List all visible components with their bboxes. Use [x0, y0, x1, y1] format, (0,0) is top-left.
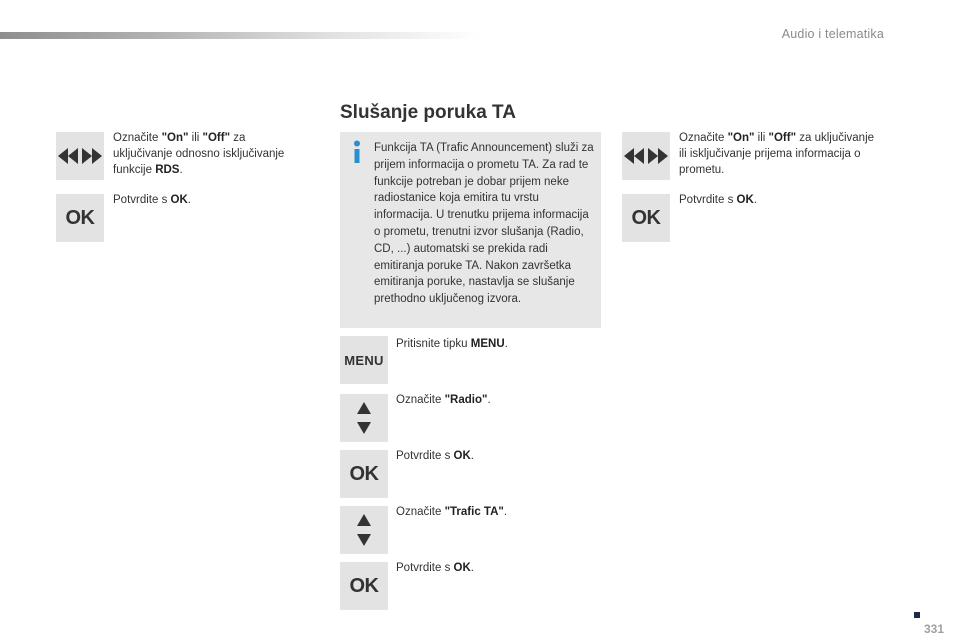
middle-step-5-text: Potvrdite s OK.: [396, 562, 474, 574]
ok-button[interactable]: [340, 562, 388, 610]
info-icon: [350, 140, 364, 164]
middle-step-3-text: Potvrdite s OK.: [396, 450, 474, 462]
page-number: 331: [923, 622, 944, 636]
menu-button[interactable]: [340, 336, 388, 384]
seek-arrows-icon: [58, 148, 102, 164]
right-step-2-text: Potvrdite s OK.: [679, 194, 757, 206]
up-down-arrows-icon: [356, 512, 372, 548]
seek-arrows-icon: [624, 148, 668, 164]
ok-button[interactable]: [340, 450, 388, 498]
right-step-1-text: Označite "On" ili "Off" za uključivanje ili isključivanje prijema informacija o prometu.: [679, 132, 875, 176]
up-down-arrows-icon: [356, 400, 372, 436]
up-down-keys-button[interactable]: [340, 506, 388, 554]
info-text: Funkcija TA (Trafic Announcement) služi za prijem informacija o prometu TA. Za rad te funkcije potreban je dobar prijem neke radiostanice koja emitira tu vrstu informacija. U trenutku prijema informacija o prometu, trenutni izvor slušanja (Radio, CD, ...) automatski se prekida radi emitiranja poruke TA. Nakon završetka emitiranja poruke, nastavlja se slušanje prethodno uključenog izvora.: [374, 142, 594, 306]
header-gradient-bar: [0, 32, 480, 39]
ok-button[interactable]: [56, 194, 104, 242]
page-marker: [914, 612, 920, 618]
ok-key-label: OK: [349, 462, 379, 485]
info-box: [340, 132, 601, 328]
middle-step-2-text: Označite "Radio".: [396, 394, 491, 406]
ok-button[interactable]: [622, 194, 670, 242]
seek-keys-button[interactable]: [56, 132, 104, 180]
left-step-2-text: Potvrdite s OK.: [113, 194, 191, 206]
ok-key-label: OK: [349, 574, 379, 597]
seek-keys-button[interactable]: [622, 132, 670, 180]
middle-step-4-text: Označite "Trafic TA".: [396, 506, 508, 518]
ok-key-label: OK: [65, 206, 95, 229]
up-down-keys-button[interactable]: [340, 394, 388, 442]
section-title: Slušanje poruka TA: [340, 102, 516, 123]
ok-key-label: OK: [631, 206, 661, 229]
middle-step-1-text: Pritisnite tipku MENU.: [396, 338, 508, 350]
menu-key-label: MENU: [344, 352, 384, 368]
header-title: Audio i telematika: [781, 27, 884, 41]
left-step-1-text: Označite "On" ili "Off" za uključivanje odnosno isključivanje funkcije RDS.: [113, 132, 285, 176]
